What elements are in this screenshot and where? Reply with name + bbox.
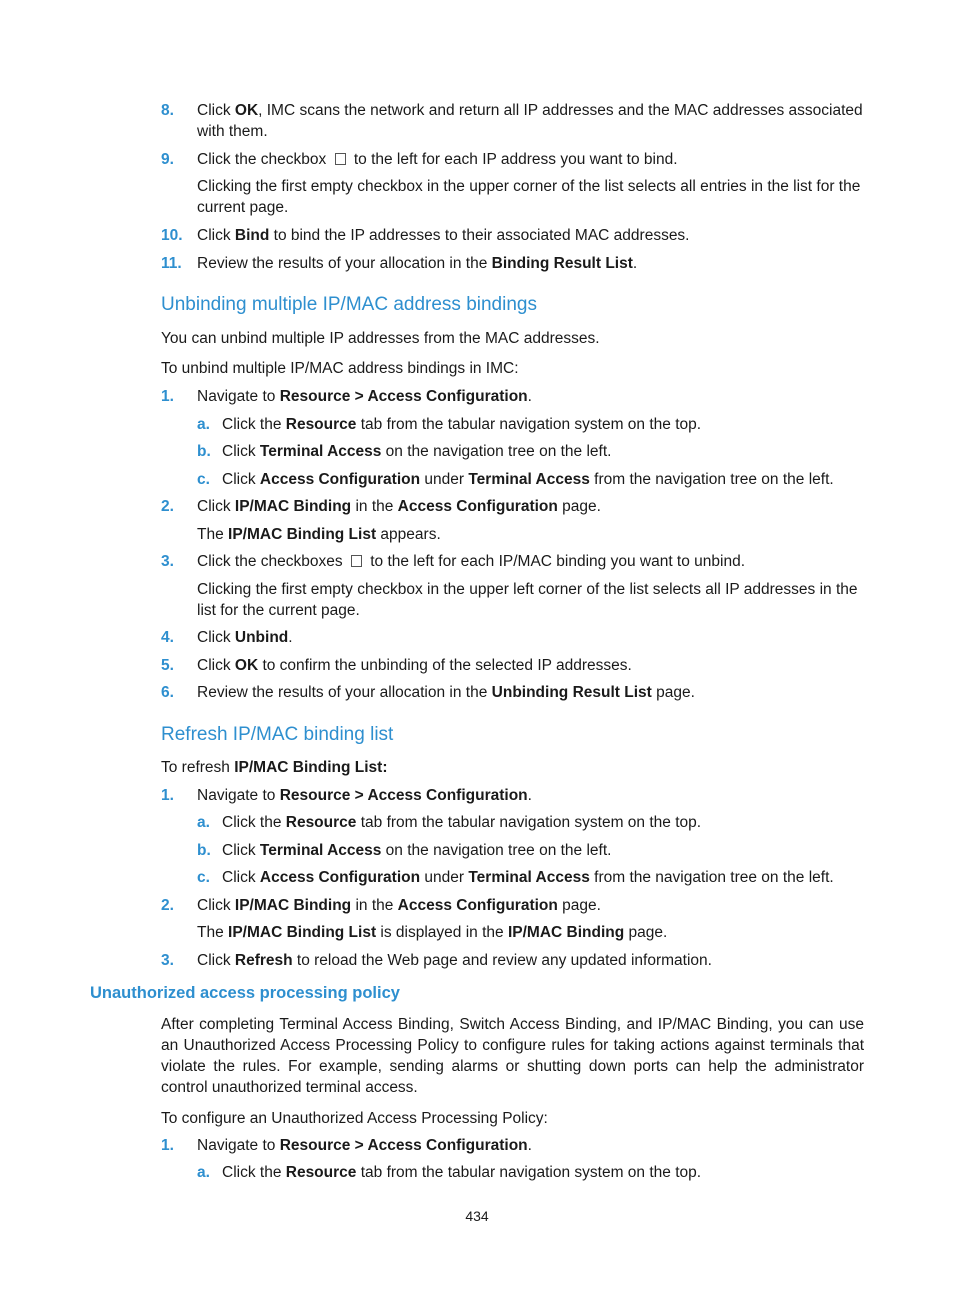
step-text: Click Unbind. (197, 629, 293, 646)
step-note: The IP/MAC Binding List is displayed in the IP/MAC Binding page. (197, 924, 668, 941)
substep-letter: a. (197, 1164, 210, 1181)
substep-text: Click Access Configuration under Terminal Access from the navigation tree on the left. (222, 869, 834, 886)
step-text: Click OK, IMC scans the network and return all IP addresses and the MAC addresses associated with them. (197, 102, 863, 140)
step-text: Click Bind to bind the IP addresses to their associated MAC addresses. (197, 227, 690, 244)
step-number: 1. (161, 1137, 174, 1154)
step-note: Clicking the first empty checkbox in the upper corner of the list selects all entries in the list for the current page. (197, 178, 861, 216)
substep-text: Click Access Configuration under Terminal Access from the navigation tree on the left. (222, 471, 834, 488)
substep-text: Click the Resource tab from the tabular navigation system on the top. (222, 1164, 702, 1181)
step-number: 1. (161, 388, 174, 405)
step-note: Clicking the first empty checkbox in the upper left corner of the list selects all IP addresses in the list for the current page. (197, 581, 858, 619)
paragraph: To unbind multiple IP/MAC address bindings in IMC: (161, 360, 519, 377)
step-number: 10. (161, 227, 183, 244)
step-text: Click the checkbox to the left for each IP address you want to bind. (197, 151, 678, 168)
substep-text: Click Terminal Access on the navigation tree on the left. (222, 842, 612, 859)
step-text: Navigate to Resource > Access Configuration. (197, 787, 532, 804)
page-number: 434 (465, 1208, 489, 1224)
paragraph: To configure an Unauthorized Access Processing Policy: (161, 1110, 548, 1127)
step-text: Navigate to Resource > Access Configuration. (197, 1137, 532, 1154)
step-number: 3. (161, 952, 174, 969)
step-text: Review the results of your allocation in the Binding Result List. (197, 255, 638, 272)
substep-letter: a. (197, 416, 210, 433)
step-text: Click OK to confirm the unbinding of the selected IP addresses. (197, 657, 632, 674)
substep-text: Click Terminal Access on the navigation tree on the left. (222, 443, 612, 460)
step-text: Navigate to Resource > Access Configuration. (197, 388, 532, 405)
step-number: 1. (161, 787, 174, 804)
checkbox-icon (351, 555, 362, 567)
step-text: Click Refresh to reload the Web page and review any updated information. (197, 952, 712, 969)
step-text: Click IP/MAC Binding in the Access Configuration page. (197, 498, 601, 515)
step-number: 11. (161, 255, 182, 272)
substep-letter: b. (197, 443, 211, 460)
step-number: 6. (161, 684, 174, 701)
checkbox-icon (335, 153, 346, 165)
substep-letter: c. (197, 869, 210, 886)
step-text: Click the checkboxes to the left for each IP/MAC binding you want to unbind. (197, 553, 746, 570)
substep-letter: b. (197, 842, 211, 859)
step-note: The IP/MAC Binding List appears. (197, 526, 441, 543)
step-number: 2. (161, 897, 174, 914)
substep-letter: c. (197, 471, 210, 488)
paragraph: You can unbind multiple IP addresses from the MAC addresses. (161, 330, 600, 347)
section-heading-refresh: Refresh IP/MAC binding list (161, 724, 394, 745)
step-number: 9. (161, 151, 174, 168)
step-number: 8. (161, 102, 174, 119)
substep-text: Click the Resource tab from the tabular navigation system on the top. (222, 814, 702, 831)
step-number: 3. (161, 553, 174, 570)
section-heading-unbinding: Unbinding multiple IP/MAC address bindings (161, 294, 537, 315)
paragraph: To refresh IP/MAC Binding List: (161, 759, 388, 776)
paragraph: After completing Terminal Access Binding, Switch Access Binding, and IP/MAC Binding, you can use an Unauthorized Access Processing Policy to configure rules for taking actions against terminals that violate the rules. For example, sending alarms or shutting down ports can help the administrator control unauthorized terminal access. (161, 1016, 864, 1096)
substep-letter: a. (197, 814, 210, 831)
step-number: 5. (161, 657, 174, 674)
section-heading-policy: Unauthorized access processing policy (90, 984, 400, 1002)
step-number: 2. (161, 498, 174, 515)
step-text: Review the results of your allocation in the Unbinding Result List page. (197, 684, 695, 701)
step-text: Click IP/MAC Binding in the Access Configuration page. (197, 897, 601, 914)
step-number: 4. (161, 629, 174, 646)
substep-text: Click the Resource tab from the tabular navigation system on the top. (222, 416, 702, 433)
